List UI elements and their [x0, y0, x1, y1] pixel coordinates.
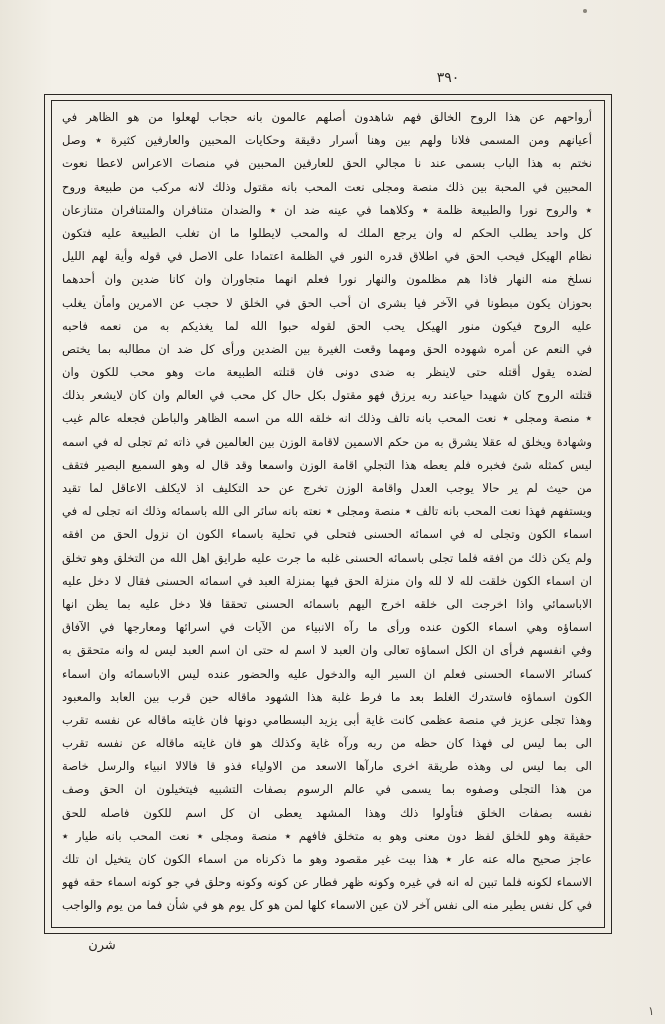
text-line: نختم به هذا الباب بسمى عند نا مجالي الحق للعارفين المحبين في منصات الاعراس لاعطا نعوت: [62, 156, 592, 171]
text-line: ٭ منصة ومجلى ٭ نعت المحب بانه تالف وذلك انه خلقه الله من اسمه الظاهر والباطن فجعله عالم غيب: [62, 411, 592, 426]
text-line: الاسماء لكونه فلما تبين له انه في غيره وكونه ظهر فطار عن كونه وكونه وحلق في جو كونه اسماء حقه فهو: [62, 875, 592, 890]
text-line: نسلخ منه النهار فاذا هم مظلمون والنهار نورا فعلم انهما متجاوران وان كانا ضدين وان أحدهما: [62, 272, 592, 287]
text-line: نظام الهيكل فيحب الحق في اطلاق قدره النور في الظلمة اعتمادا على الاصل في قوله وأية لهم الليل: [62, 249, 592, 264]
text-line: ليس كمثله شئ فخبره فلم يعطه هذا التجلي اقامة الوزن واسمعا وقد قال له وهو السميع البصير فتقف: [62, 457, 592, 472]
text-line: لضده يقول أقتله حتى لاينظر به ضدى دونى فان قتلته الطبيعة مات وهو محب للكون وان: [62, 365, 592, 380]
text-line: ٭ والروح نورا والطبيعة ظلمة ٭ وكلاهما في عينه ضد ان ٭ والضدان متنافران والمتنافران متنازعان: [62, 202, 592, 217]
margin-mark: ١: [648, 1004, 655, 1018]
text-line: من هذا التجلى وصفوه بما يسمى في عالم الرسوم بصفات التشبيه فيتخيلون ان الحق وصف: [62, 782, 592, 797]
text-line: حقيقة وهو للخلق لفظ دون معنى وهو به متخلق فافهم ٭ منصة ومجلى ٭ نعت المحب بانه طيار ٭: [62, 828, 592, 843]
text-line: كل واحد يطلب الحكم له وان يرجع الملك له والمحب لايطلوا ما ان تغلب الطبيعة عليه فتكون: [62, 225, 592, 240]
text-line: المحبين في المحبة بين ذلك منصة ومجلى نعت المحب بانه مقتول وذلك لانه مركب من طبيعة وروح: [62, 179, 592, 194]
text-line: ان اسماء الكون خلقت لله لا لله وان منزلة الحق فيها بمنزلة العبد في اسمائه الحسنى فقال لا دخل عليه: [62, 573, 592, 588]
text-line: من حيث لم ير حالا يوجب العدل واقامة الوزن تخرج عن حد التكليف اذ لايكلف الاعاقل لما تقيد: [62, 481, 592, 495]
text-line: أرواحهم عن هذا الروح الخالق فهم شاهدون أصلهم عالمون بانه حجاب لهعلوا من هو الظاهر في: [62, 110, 592, 124]
text-line: الاباسمائي واذا اخرجت الى خلقه اخرج اليهم باسمائه الحسنى تحققا فلا دخل عليه بما يظن انها: [62, 596, 592, 611]
text-line: عليه الروح فيكون منور الهيكل يحب الحق لقوله حبوا الله لما يغذيكم به من نعمه فاحبه: [62, 318, 592, 333]
text-line: في كل نفس يطير منه الى نفس آخر لان عين الاسماء كلها لمن هو كل يوم هو في شأن فما من يوم والواجب: [62, 898, 592, 913]
page-number: ٣٩٠: [436, 70, 460, 86]
text-line: وفي انفسهم فرأى ان الكل اسماؤه تعالى وان العبد لا اسم له حتى ان اسم العبد ليس له وانه متحقق به: [62, 643, 592, 658]
text-line: عاجز صحيح ماله عنه عار ٭ هذا بيت غير مقصود وهو ما ذكرناه من اسماء الكون كان يتخيل ان تلك: [62, 852, 592, 866]
text-line: اسماء الكون وتجلى له في اسمائه الحسنى فتحلى في تحلية باسماء الكون ان نزول الحق من افقه: [62, 527, 592, 542]
text-line: الى بما ليس لى وهذه طريقة اخرى مارآها الاسعد من الاولياء فذو قا فالالا انبياء والرسل خاصة: [62, 759, 592, 774]
text-line: كسائر الاسماء الحسنى فعلم ان السير اليه والدخول عليه والحضور عنده ليس الاباسمائه وان اسماء: [62, 666, 592, 681]
text-line: أعيانهم ومن المسمى فلانا ولهم بين وهنا أسرار دقيقة وحكايات المحبين والعارفين كثيرة ٭ وصل: [62, 133, 592, 148]
text-body: [62, 106, 592, 918]
text-line: اسماؤه وهي اسماء الكون عنده ورأى ما رآه الانبياء من الآيات في اسرائها ومعارجها في الآفاق: [62, 620, 592, 635]
text-line: الكون اسماؤه فاستدرك الغلط بعد ما فرط غلبة هذا الشهود ماقاله حين قرب بين العابد والمعبود: [62, 689, 592, 704]
text-line: نفسه بصفات الخلق فتأولوا ذلك وهذا المشهد يعطى ان كل اسم للكون فاصله للحق: [62, 805, 592, 820]
text-line: بحوزان يكون مبطونا في الآخر فيا بشرى ان أحب الحق في الخلق لا حجب عن الامرين وامأن يغلب: [62, 295, 592, 310]
text-line: الى بما ليس لى فهذا كان حظه من ربه ورآه غاية وكذلك هو فان غايته ماقاله عن نفسه تقرب: [62, 736, 592, 751]
text-line: قتلته الروح كان شهيدا حياعند ربه يرزق فهو مقتول بكل حال كل محب في العالم وان كان لايشعر بذلك: [62, 388, 592, 403]
catchword: شرن: [88, 938, 116, 953]
text-line: وشهادة ويخلق له عقلا يشرق به من حكم الاسمين لاقامة الوزن بين العالمين في ذاته ثم تجلى له في اسمه: [62, 434, 592, 449]
text-line: ولم يكن ذلك من افقه فلما تجلى باسمائه الحسنى غلبه ما جرت عليه طرايق اهل الله من التخلق وهو تخلق: [62, 550, 592, 565]
page-speck: [583, 9, 587, 13]
text-line: وهذا تجلى عزيز في منصة عظمى كانت غاية أبى يزيد البسطامي دونها فان غايته ماقاله عن نفسه تقرب: [62, 712, 592, 727]
text-line: ويستفهم فهذا نعت المحب بانه تالف ٭ منصة ومجلى ٭ نعته بانه سائر الى الله باسمائه وذلك انه تجلى له في: [62, 504, 592, 519]
text-line: في النعم عن أمره شهوده الحق ومهما وقعت الغيرة بين الضدين ورأى كل ضد ان مطالبه بما يختص: [62, 341, 592, 356]
